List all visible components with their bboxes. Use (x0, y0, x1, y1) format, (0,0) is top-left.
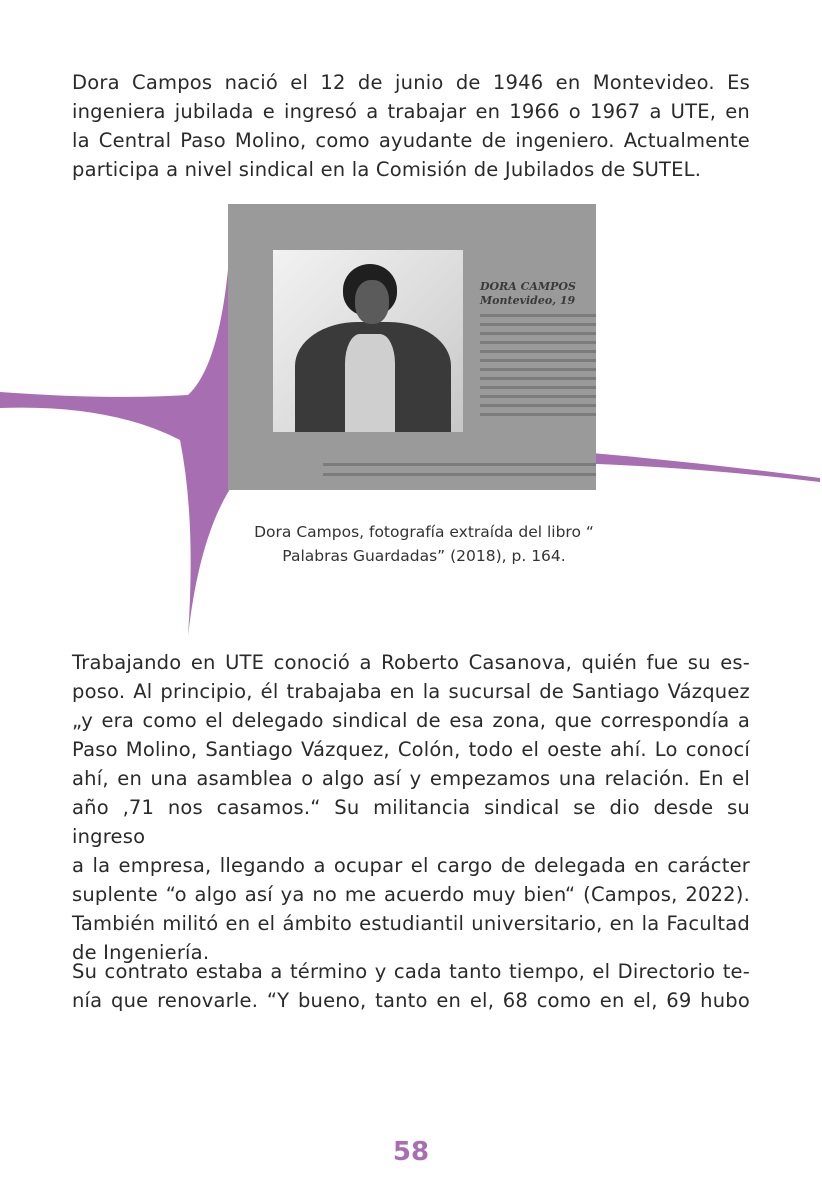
text-line: la Central Paso Molino, como ayudante de ingeniero. Actualmente (72, 129, 750, 152)
text-line: suplente “o algo así ya no me acuerdo muy bien“ (Campos, 2022). (72, 883, 750, 906)
text-line: nía que renovarle. “Y bueno, tanto en el‚ 68 como en el‚ 69 hubo (72, 989, 750, 1012)
text-line: año ‚71 nos casamos.“ Su militancia sindical se dio desde su ingreso (72, 796, 750, 848)
text-line: Dora Campos nació el 12 de junio de 1946 en Montevideo. Es (72, 71, 750, 94)
text-line: ahí, en una asamblea o algo así y empezamos una relación. En el (72, 767, 750, 790)
portrait-image (273, 250, 463, 432)
text-line: También militó en el ámbito estudiantil universitario, en la Facultad (72, 912, 750, 935)
caption-line: Dora Campos, fotografía extraída del libro “ (254, 523, 594, 541)
caption-line: Palabras Guardadas” (2018), p. 164. (282, 547, 566, 565)
text-line: a la empresa, llegando a ocupar el cargo de delegada en carácter (72, 854, 750, 877)
book-text-block (480, 280, 596, 416)
text-line: poso. Al principio, él trabajaba en la sucursal de Santiago Vázquez (72, 680, 750, 703)
book-title-line: Montevideo, 19 (480, 294, 576, 307)
photo-caption (214, 520, 634, 568)
intro-paragraph (72, 68, 750, 184)
text-line: de Ingeniería. (72, 941, 210, 964)
book-page-photo (228, 204, 596, 490)
body-paragraph (72, 648, 750, 967)
text-line: „y era como el delegado sindical de esa zona, que correspondía a (72, 709, 750, 732)
book-title-line: DORA CAMPOS (480, 280, 576, 293)
text-line: Paso Molino, Santiago Vázquez, Colón, todo el oeste ahí. Lo conocí (72, 738, 750, 761)
text-line: Su contrato estaba a término y cada tanto tiempo, el Directorio te- (72, 960, 750, 983)
text-line: ingeniera jubilada e ingresó a trabajar en 1966 o 1967 a UTE, en (72, 100, 750, 123)
text-line: Trabajando en UTE conoció a Roberto Casanova, quién fue su es- (72, 651, 750, 674)
page-number: 58 (392, 1137, 430, 1167)
book-text-bottom (323, 456, 596, 476)
text-line: participa a nivel sindical en la Comisión de Jubilados de SUTEL. (72, 158, 702, 181)
body-paragraph (72, 957, 750, 1015)
